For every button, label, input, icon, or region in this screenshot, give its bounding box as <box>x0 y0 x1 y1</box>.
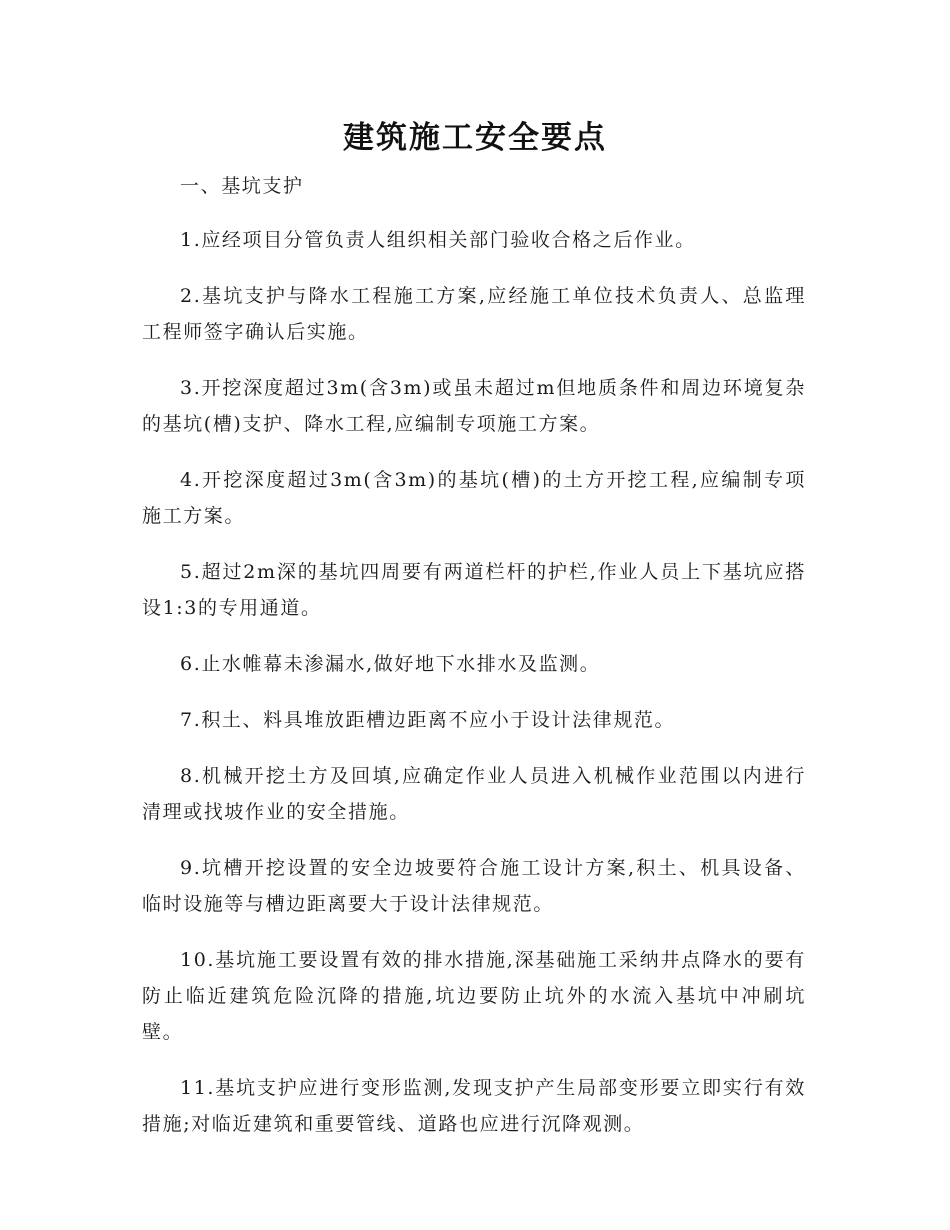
paragraph-2: 2.基坑支护与降水工程施工方案,应经施工单位技术负责人、总监理工程师签字确认后实施。 <box>142 285 806 343</box>
paragraph-4: 4.开挖深度超过3m(含3m)的基坑(槽)的土方开挖工程,应编制专项施工方案。 <box>142 469 806 527</box>
paragraph-6: 6.止水帷幕未渗漏水,做好地下水排水及监测。 <box>180 653 601 675</box>
paragraph-8: 8.机械开挖土方及回填,应确定作业人员进入机械作业范围以内进行清理或找坡作业的安全措施。 <box>142 765 806 823</box>
paragraph-3: 3.开挖深度超过3m(含3m)或虽未超过m但地质条件和周边环境复杂的基坑(槽)支护、降水工程,应编制专项施工方案。 <box>142 377 806 435</box>
document-body <box>142 168 806 1162</box>
paragraph-7: 7.积土、料具堆放距槽边距离不应小于设计法律规范。 <box>180 709 676 731</box>
paragraph-10: 10.基坑施工要设置有效的排水措施,深基础施工采纳井点降水的要有防止临近建筑危险沉降的措施,坑边要防止坑外的水流入基坑中冲刷坑壁。 <box>142 949 806 1043</box>
paragraph-11: 11.基坑支护应进行变形监测,发现支护产生局部变形要立即实行有效措施;对临近建筑和重要管线、道路也应进行沉降观测。 <box>142 1077 806 1135</box>
paragraph-5: 5.超过2m深的基坑四周要有两道栏杆的护栏,作业人员上下基坑应搭设1:3的专用通道。 <box>142 561 806 619</box>
paragraph-9: 9.坑槽开挖设置的安全边坡要符合施工设计方案,积土、机具设备、临时设施等与槽边距离要大于设计法律规范。 <box>142 857 806 915</box>
section-heading: 一、基坑支护 <box>180 175 304 197</box>
paragraph-1: 1.应经项目分管负责人组织相关部门验收合格之后作业。 <box>180 229 696 251</box>
document-title: 建筑施工安全要点 <box>343 120 607 156</box>
